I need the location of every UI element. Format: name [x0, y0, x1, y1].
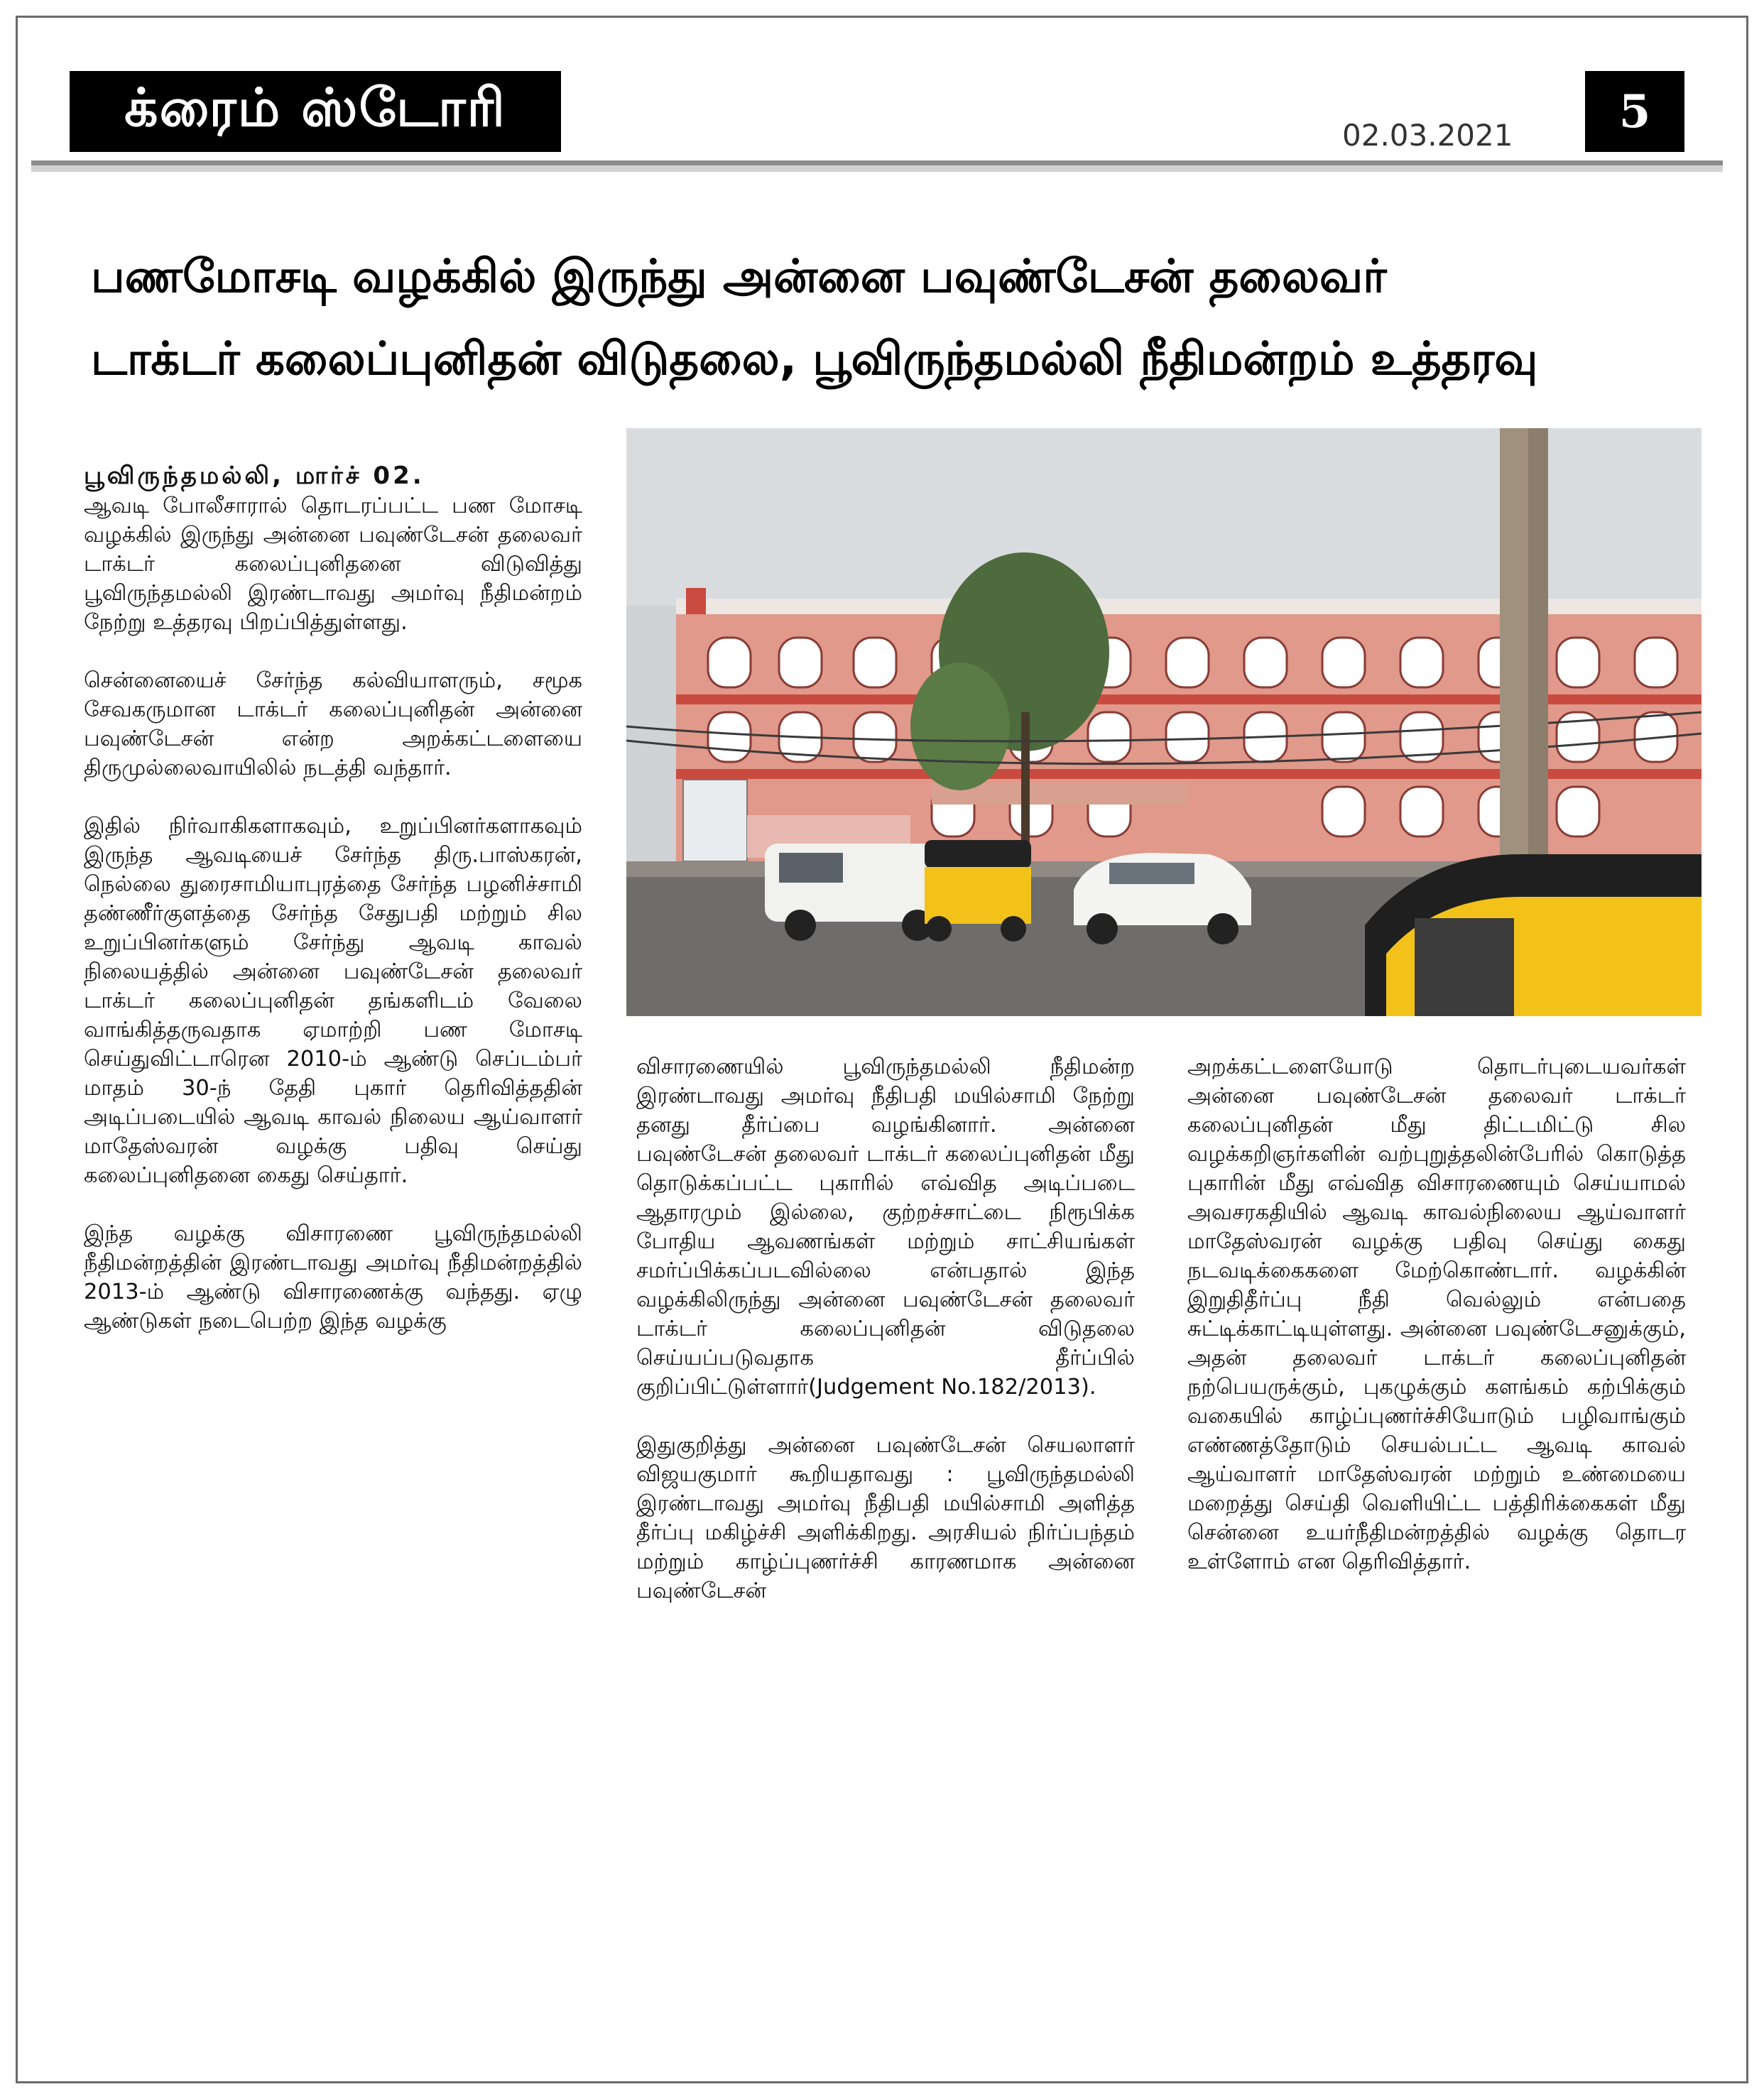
article-paragraph: இதில் நிர்வாகிகளாகவும், உறுப்பினர்களாகவும் இருந்த ஆவடியைச் சேர்ந்த திரு.பாஸ்கரன், நெல்லை துரைசாமியாபுரத்தை சேர்ந்த பழனிச்சாமி தண்ணீர்குளத்தை சேர்ந்த சேதுபதி மற்றும் சில உறுப்பினர்களும் சேர்ந்து ஆவடி காவல் நிலையத்தில் அன்னை பவுண்டேசன் தலைவர் டாக்டர் கலைப்புனிதன் தங்களிடம் வேலை வாங்கித்தருவதாக ஏமாற்றி பண மோசடி செய்துவிட்டாரென 2010-ம் ஆண்டு செப்டம்பர் மாதம் 30-ந் தேதி புகார் தெரிவித்ததின் அடிப்படையில் ஆவடி காவல் நிலைய ஆய்வாளர் மாதேஸ்வரன் வழக்கு பதிவு செய்து கலைப்புனிதனை கைது செய்தார்.: [84, 814, 582, 1188]
article-paragraph: சென்னையைச் சேர்ந்த கல்வியாளரும், சமூக சேவகருமான டாக்டர் கலைப்புனிதன் அன்னை பவுண்டேசன் என்ற அறக்கட்டளையை திருமுல்லைவாயிலில் நடத்தி வந்தார்.: [84, 668, 582, 780]
newspaper-masthead: [70, 71, 561, 152]
article-paragraph: ஆவடி போலீசாரால் தொடரப்பட்ட பண மோசடி வழக்கில் இருந்து அன்னை பவுண்டேசன் தலைவர் டாக்டர் கலைப்புனிதனை விடுவித்து பூவிருந்தமல்லி இரண்டாவது அமர்வு நீதிமன்றம் நேற்று உத்தரவு பிறப்பித்துள்ளது.: [84, 494, 582, 635]
tree-canopy: [910, 663, 1010, 790]
issue-date: 02.03.2021: [1342, 118, 1513, 153]
headline: [91, 236, 1689, 400]
article-paragraph: விசாரணையில் பூவிருந்தமல்லி நீதிமன்ற இரண்டாவது அமர்வு நீதிபதி மயில்சாமி நேற்று தனது தீர்ப்பை வழங்கினார். அன்னை பவுண்டேசன் தலைவர் டாக்டர் கலைப்புனிதன் மீது தொடுக்கப்பட்ட புகாரில் எவ்வித அடிப்படை ஆதாரமும் இல்லை, குற்றச்சாட்டை நிரூபிக்க போதிய ஆவணங்கள் மற்றும் சாட்சியங்கள் சமர்ப்பிக்கப்படவில்லை என்பதால் இந்த வழக்கிலிருந்து அன்னை பவுண்டேசன் தலைவர் டாக்டர் கலைப்புனிதன் விடுதலை செய்யப்படுவதாக தீர்ப்பில் குறிப்பிட்டுள்ளார்(Judgement No.182/2013).: [636, 1054, 1135, 1400]
masthead-title: க்ரைம் ஸ்டோரி: [124, 77, 506, 138]
article-dateline: பூவிருந்தமல்லி, மார்ச் 02.: [84, 462, 425, 490]
tree-trunk: [1021, 712, 1030, 854]
signboard: [683, 780, 747, 861]
headline-line-2: டாக்டர் கலைப்புனிதன் விடுதலை, பூவிருந்தமல்லி நீதிமன்றம் உத்தரவு: [91, 333, 1538, 386]
article-column-2: [636, 1052, 1135, 1635]
news-photo: [626, 428, 1702, 1016]
header-rule: [31, 160, 1723, 165]
article-column-1: [84, 462, 582, 1365]
article-dateline-paragraph: [84, 462, 582, 491]
article-paragraph: அறக்கட்டளையோடு தொடர்புடையவர்கள் அன்னை பவுண்டேசன் தலைவர் டாக்டர் கலைப்புனிதன் மீது திட்டமிட்டு சில வழக்கறிஞர்களின் வற்புறுத்தலின்பேரில் கொடுத்த புகாரின் மீது எவ்வித விசாரணையும் செய்யாமல் அவசரகதியில் ஆவடி காவல்நிலைய ஆய்வாளர் மாதேஸ்வரன் வழக்கு பதிவு செய்து கைது நடவடிக்கைகளை மேற்கொண்டார். வழக்கின் இறுதிதீர்ப்பு நீதி வெல்லும் என்பதை சுட்டிக்காட்டியுள்ளது. அன்னை பவுண்டேசனுக்கும், அதன் தலைவர் டாக்டர் கலைப்புனிதன் நற்பெயருக்கும், புகழுக்கும் களங்கம் கற்பிக்கும் வகையில் காழ்ப்புணர்ச்சியோடும் பழிவாங்கும் எண்ணத்தோடும் செயல்பட்ட ஆவடி காவல் ஆய்வாளர் மாதேஸ்வரன் மற்றும் உண்மையை மறைத்து செய்தி வெளியிட்ட பத்திரிக்கைகள் மீது சென்னை உயர்நீதிமன்றத்தில் வழக்கு தொடர உள்ளோம் என தெரிவித்தார்.: [1187, 1054, 1686, 1574]
page-number: 5: [1585, 71, 1684, 152]
court-building-photo: [626, 428, 1702, 1016]
article-paragraph: இதுகுறித்து அன்னை பவுண்டேசன் செயலாளர் விஜயகுமார் கூறியதாவது : பூவிருந்தமல்லி இரண்டாவது அமர்வு நீதிபதி மயில்சாமி அளித்த தீர்ப்பு மகிழ்ச்சி அளிக்கிறது. அரசியல் நிர்ப்பந்தம் மற்றும் காழ்ப்புணர்ச்சி காரணமாக அன்னை பவுண்டேசன்: [636, 1433, 1135, 1603]
headline-line-1: பணமோசடி வழக்கில் இருந்து அன்னை பவுண்டேசன் தலைவர்: [91, 251, 1387, 303]
article-paragraph: இந்த வழக்கு விசாரணை பூவிருந்தமல்லி நீதிமன்றத்தின் இரண்டாவது அமர்வு நீதிமன்றத்தில் 2013-ம் ஆண்டு விசாரணைக்கு வந்தது. ஏழு ஆண்டுகள் நடைபெற்ற இந்த வழக்கு: [84, 1221, 582, 1334]
article-column-3: [1187, 1052, 1686, 1605]
